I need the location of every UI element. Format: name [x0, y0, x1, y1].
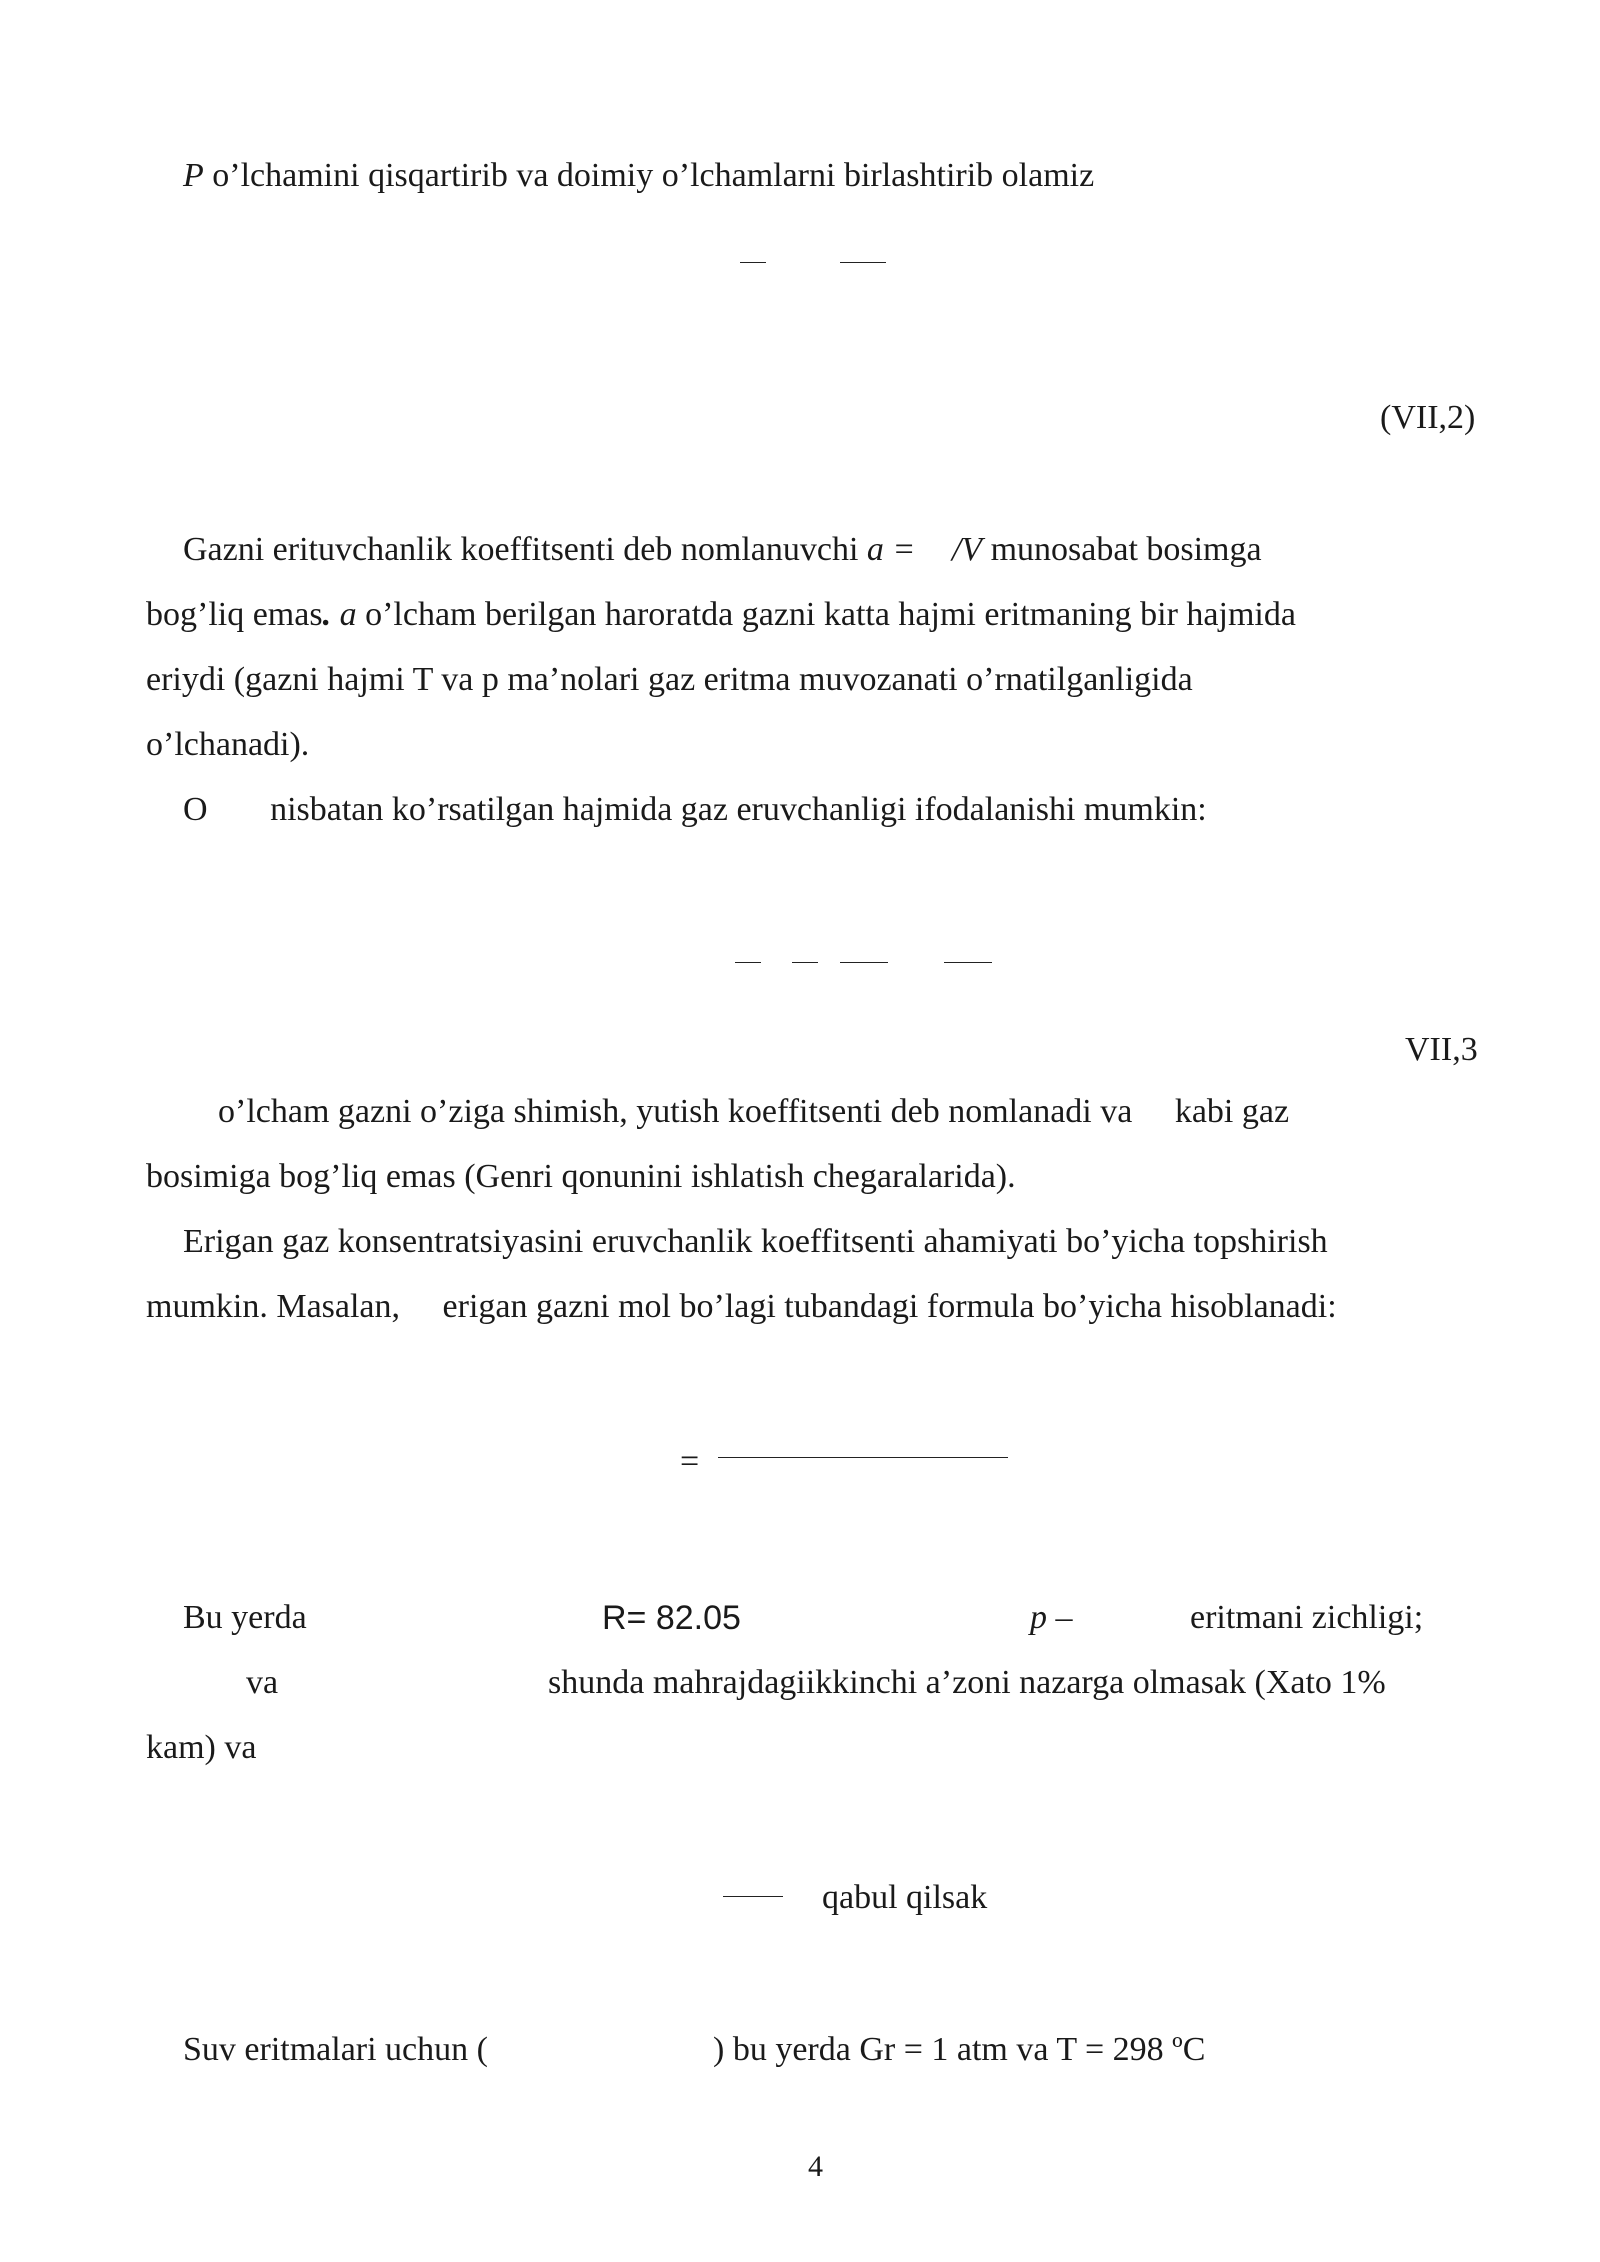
para1-dot: .: [322, 596, 332, 633]
fraction-bar: [718, 1457, 1008, 1458]
para5-line2: shunda mahrajdagiikkinchi a’zoni nazarga olmasak (Xato 1%: [548, 1664, 1386, 1701]
formula-rule-4: [792, 962, 818, 963]
para5-line3: kam) va: [146, 1729, 257, 1766]
para2-text-a: O: [183, 791, 208, 828]
para1-text-c: bog’liq emas: [146, 596, 323, 633]
formula-rule-1: [740, 262, 766, 263]
para1-line3: eriydi (gazni hajmi T va p ma’nolari gaz eritma muvozanati o’rnatilganligida: [146, 661, 1193, 698]
para3-text-b: kabi gaz: [1174, 1093, 1290, 1130]
para5-va: va: [246, 1664, 279, 1701]
para1-text-b: munosabat bosimga: [990, 531, 1262, 568]
para6-b: ) bu yerda Gr = 1 atm va T = 298 ºC: [713, 2031, 1206, 2068]
para2-line: [183, 790, 1207, 830]
formula-rule-2: [840, 262, 886, 263]
page-number: 4: [808, 2150, 823, 2183]
qabul-text: qabul qilsak: [822, 1879, 988, 1916]
formula-rule-5: [840, 962, 888, 963]
formula-rule-3: [735, 962, 761, 963]
para4-text-a: mumkin. Masalan,: [146, 1288, 401, 1325]
para2-text-b: nisbatan ko’rsatilgan hajmida gaz eruvchanligi ifodalanishi mumkin:: [270, 791, 1207, 828]
formula-equals: =: [680, 1443, 700, 1480]
formula-rule-6: [944, 962, 992, 963]
para3-line1: [218, 1092, 1289, 1132]
para5-density-var: p –: [1030, 1599, 1073, 1636]
intro-text: o’lchamini qisqartirib va doimiy o’lchamlarni birlashtirib olamiz: [212, 157, 1095, 194]
para5-density-text: eritmani zichligi;: [1190, 1599, 1424, 1636]
para1-line4: o’lchanadi).: [146, 726, 310, 763]
para6-a: Suv eritmalari uchun (: [183, 2031, 488, 2068]
para1-line2: [146, 595, 1296, 635]
para3-line2: bosimiga bog’liq emas (Genri qonunini ishlatish chegaralarida).: [146, 1158, 1016, 1195]
intro-line: [183, 156, 1094, 196]
para3-text-a: o’lcham gazni o’ziga shimish, yutish koeffitsenti deb nomlanadi va: [218, 1093, 1133, 1130]
formula-rule-7: [723, 1896, 783, 1897]
variable-p: P: [183, 157, 204, 194]
para5-a: Bu yerda: [183, 1599, 307, 1636]
para1-text-d: o’lcham berilgan haroratda gazni katta hajmi eritmaning bir hajmida: [365, 596, 1296, 633]
para5-gas-constant: R= 82.05: [602, 1599, 741, 1637]
para4-text-b: erigan gazni mol bo’lagi tubandagi formula bo’yicha hisoblanadi:: [442, 1288, 1337, 1325]
para1-line1: [183, 530, 1262, 570]
variable-v: /V: [951, 531, 983, 568]
para4-line2: [146, 1287, 1337, 1327]
variable-a: a =: [866, 531, 916, 568]
para4-line1: Erigan gaz konsentratsiyasini eruvchanlik koeffitsenti ahamiyati bo’yicha topshirish: [183, 1223, 1328, 1260]
equation-number-vii-3: VII,3: [1405, 1031, 1478, 1068]
para1-text-a: Gazni erituvchanlik koeffitsenti deb nomlanuvchi: [183, 531, 859, 568]
equation-number-vii-2: (VII,2): [1380, 399, 1476, 436]
variable-a-2: a: [339, 596, 357, 633]
